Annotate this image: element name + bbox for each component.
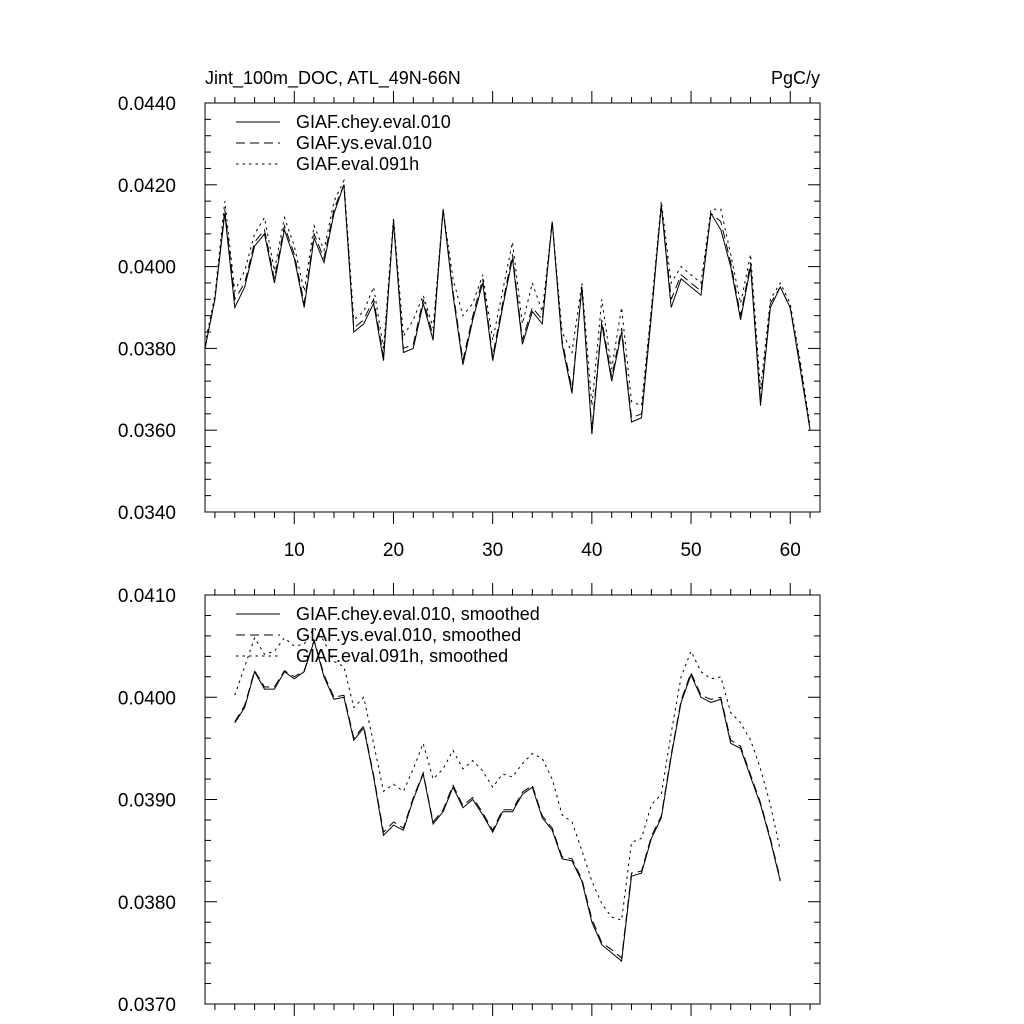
x-tick-label: 30 [482, 540, 504, 561]
series-solid [205, 185, 810, 434]
y-tick-label: 0.0380 [117, 339, 176, 361]
x-tick-label: 60 [779, 540, 801, 561]
y-tick-label: 0.0360 [117, 421, 176, 443]
y-tick-label: 0.0400 [117, 257, 176, 279]
series-dashed [205, 185, 810, 430]
y-tick-label: 0.0410 [117, 586, 176, 607]
x-tick-label: 10 [283, 540, 305, 561]
legend-label: GIAF.chey.eval.010, smoothed [296, 604, 540, 624]
panel-title: Jint_100m_DOC, ATL_49N-66N [205, 68, 461, 88]
y-tick-label: 0.0340 [117, 503, 176, 524]
y-tick-label: 0.0370 [117, 995, 176, 1016]
legend-label: GIAF.eval.091h [296, 154, 420, 174]
panel-top [118, 68, 820, 561]
series-dashed [235, 640, 781, 958]
y-tick-label: 0.0420 [117, 175, 176, 197]
y-tick-label: 0.0390 [117, 790, 176, 812]
y-tick-label: 0.0440 [117, 94, 176, 115]
x-tick-label: 50 [680, 540, 702, 561]
legend-label: GIAF.chey.eval.010 [296, 112, 451, 132]
y-tick-label: 0.0400 [117, 688, 176, 710]
y-tick-label: 0.0380 [117, 892, 176, 914]
panel-bottom [118, 583, 820, 1016]
legend-label: GIAF.eval.091h, smoothed [296, 646, 509, 666]
legend-label: GIAF.ys.eval.010 [296, 133, 433, 153]
x-tick-label: 40 [581, 540, 603, 561]
units-label: PgC/y [770, 68, 820, 88]
series-dotted [205, 181, 810, 426]
series-dotted [235, 628, 781, 921]
legend-label: GIAF.ys.eval.010, smoothed [296, 625, 522, 645]
x-tick-label: 20 [382, 540, 405, 561]
